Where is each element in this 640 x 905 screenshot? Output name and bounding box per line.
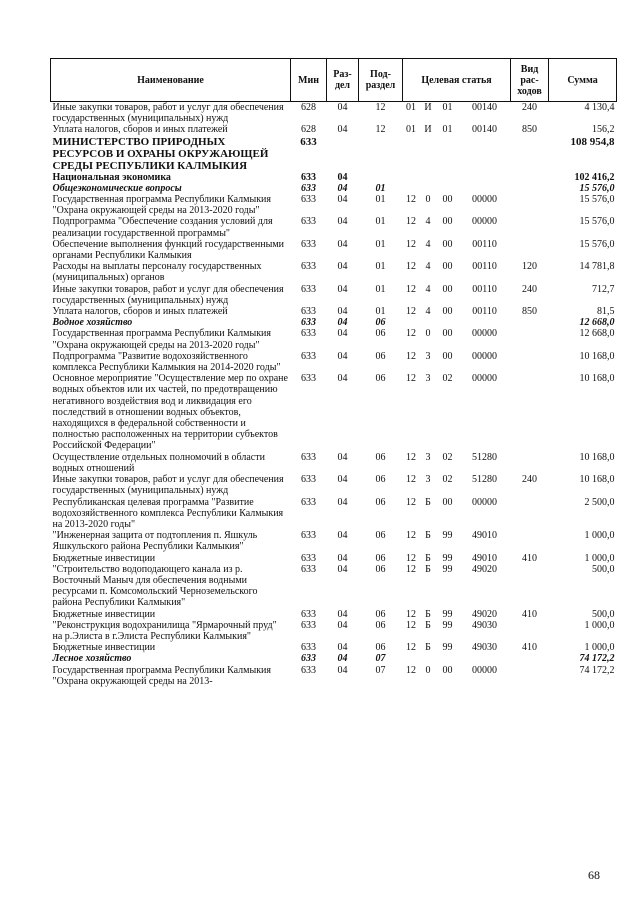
- row-expense-type: [511, 194, 549, 216]
- row-name: Иные закупки товаров, работ и услуг для обеспечения государственных (муниципальных) нужд: [52, 283, 284, 306]
- row-section: 04: [337, 664, 348, 676]
- row-target-subprogram: [420, 317, 437, 328]
- row-target-subprogram: Б: [425, 552, 431, 564]
- row-subsection: 01: [375, 306, 386, 318]
- row-amount: 2 500,0: [584, 496, 615, 508]
- row-section: 04: [337, 124, 348, 136]
- row-amount: 1 000,0: [584, 619, 615, 631]
- table-row: [51, 553, 617, 564]
- row-target-program: 12: [406, 306, 416, 318]
- row-section: 04: [337, 530, 348, 542]
- row-amount: 102 416,2: [574, 171, 615, 183]
- row-subsection: 12: [375, 124, 386, 136]
- row-name: Государственная программа Республики Калмыкия "Охрана окружающей среды на 2013-: [52, 664, 272, 687]
- row-target-code: 51280: [472, 451, 498, 463]
- row-target-subprogram: [420, 136, 437, 172]
- row-target-code: 00000: [472, 328, 498, 340]
- row-target-subprogram: 3: [425, 350, 431, 362]
- row-name: "Реконструкция водохранилища "Ярмарочный пруд" на р.Элиста в г.Элиста Республики Калмыкия": [52, 619, 277, 642]
- row-expense-type: [511, 452, 549, 474]
- row-target-code: 00000: [472, 194, 498, 206]
- row-subsection: 01: [375, 194, 386, 206]
- row-target-program: 12: [406, 451, 416, 463]
- row-target-subprogram: 3: [425, 474, 431, 486]
- row-section: 04: [337, 306, 348, 318]
- table-row: [51, 564, 617, 609]
- row-target-subprogram: 0: [425, 664, 431, 676]
- row-expense-type: 410: [522, 552, 538, 564]
- row-target-code: 49010: [472, 530, 498, 542]
- row-name: Осуществление отдельных полномочий в области водных отношений: [52, 451, 265, 474]
- table-row: [51, 284, 617, 306]
- row-target-subprogram: [420, 653, 437, 664]
- row-name: Уплата налогов, сборов и иных платежей: [52, 306, 228, 318]
- row-expense-type: [511, 183, 549, 194]
- row-target-event: [437, 183, 459, 194]
- row-expense-type: [511, 530, 549, 552]
- row-ministry: 628: [301, 102, 316, 113]
- row-target-program: 12: [406, 563, 416, 575]
- header-name: Наименование: [51, 59, 291, 102]
- row-section: 04: [337, 653, 348, 665]
- row-expense-type: [511, 239, 549, 261]
- row-target-event: 00: [442, 306, 453, 318]
- row-name: Лесное хозяйство: [52, 653, 132, 665]
- row-target-subprogram: [420, 183, 437, 194]
- row-ministry: 633: [300, 135, 317, 148]
- table-row: [51, 261, 617, 283]
- row-name: Подпрограмма "Развитие водохозяйственного комплекса Республики Калмыкия на 2014-2020 годы": [52, 350, 281, 374]
- row-name: Основное мероприятие "Осуществление мер по охране водных объектов или их частей, по предотвращению негативного воздействия вод и ликвидация его последствий в отношении водных объектов, находящихся в федеральной собственности и полностью расположенных на территории субъектов Российской Федерации": [52, 373, 288, 452]
- row-expense-type: [511, 665, 549, 687]
- row-expense-type: 240: [522, 283, 538, 295]
- row-target-event: 00: [442, 216, 453, 228]
- table-row: [51, 102, 617, 125]
- row-target-subprogram: 4: [425, 238, 431, 250]
- row-target-event: 00: [442, 664, 453, 676]
- row-ministry: 633: [301, 194, 316, 206]
- row-amount: 500,0: [592, 563, 615, 575]
- row-section: 04: [337, 102, 348, 113]
- row-section: 04: [337, 328, 348, 340]
- row-target-program: 01: [406, 102, 416, 113]
- table-row: [51, 216, 617, 238]
- row-target-code: [459, 136, 511, 172]
- row-target-event: 02: [442, 474, 453, 486]
- row-target-code: 00140: [472, 124, 498, 136]
- row-expense-type: [511, 620, 549, 642]
- row-target-program: 12: [406, 194, 416, 206]
- row-name: "Инженерная защита от подтопления п. Яшкуль Яшкульского района Республики Калмыкия": [52, 530, 258, 553]
- row-ministry: 633: [301, 350, 316, 362]
- row-target-event: 99: [442, 530, 453, 542]
- row-target-event: 01: [442, 102, 453, 113]
- row-section: 04: [337, 238, 348, 250]
- row-ministry: 633: [301, 619, 316, 631]
- row-target-subprogram: 4: [425, 261, 431, 273]
- row-subsection: 06: [375, 474, 386, 486]
- header-expense-type: Вид рас- ходов: [511, 59, 549, 102]
- row-section: 04: [337, 261, 348, 273]
- row-expense-type: [511, 216, 549, 238]
- row-expense-type: 410: [522, 608, 538, 620]
- row-ministry: 633: [301, 238, 316, 250]
- row-section: 04: [337, 496, 348, 508]
- row-target-event: [437, 653, 459, 664]
- table-row: [51, 653, 617, 664]
- row-target-subprogram: Б: [425, 619, 431, 631]
- row-target-program: [403, 317, 420, 328]
- row-ministry: 633: [301, 530, 316, 542]
- row-target-program: 12: [406, 328, 416, 340]
- row-name: Подпрограмма "Обеспечение создания условий для реализации государственной программы": [52, 216, 273, 239]
- row-expense-type: [511, 351, 549, 373]
- row-name: Национальная экономика: [52, 171, 171, 183]
- row-ministry: 633: [301, 216, 316, 228]
- row-target-code: 49030: [472, 619, 498, 631]
- row-target-program: [403, 172, 420, 183]
- row-ministry: 633: [301, 171, 316, 183]
- row-target-event: 99: [442, 619, 453, 631]
- row-name: Иные закупки товаров, работ и услуг для обеспечения государственных (муниципальных) нужд: [52, 102, 284, 125]
- table-row: [51, 530, 617, 552]
- table-row: [51, 474, 617, 496]
- row-target-program: 12: [406, 238, 416, 250]
- row-amount: 15 576,0: [579, 238, 615, 250]
- row-target-event: [437, 317, 459, 328]
- row-ministry: 633: [301, 496, 316, 508]
- row-target-event: 99: [442, 563, 453, 575]
- row-target-program: 12: [406, 261, 416, 273]
- row-name: Уплата налогов, сборов и иных платежей: [52, 124, 228, 136]
- row-target-program: 12: [406, 283, 416, 295]
- row-amount: 81,5: [597, 306, 615, 318]
- row-amount: 10 168,0: [579, 451, 615, 463]
- row-subsection: 06: [375, 642, 386, 654]
- row-ministry: 628: [301, 124, 316, 136]
- row-ministry: 633: [301, 328, 316, 340]
- row-subsection: 01: [375, 182, 386, 194]
- row-target-subprogram: Б: [425, 608, 431, 620]
- row-target-program: 12: [406, 619, 416, 631]
- row-section: [327, 136, 359, 172]
- row-ministry: 633: [301, 664, 316, 676]
- row-ministry: 633: [301, 283, 316, 295]
- row-expense-type: 240: [522, 474, 538, 486]
- row-amount: 14 781,8: [579, 261, 615, 273]
- row-subsection: 06: [375, 328, 386, 340]
- row-ministry: 633: [301, 451, 316, 463]
- row-expense-type: [511, 136, 549, 172]
- row-name: Обеспечение выполнения функций государственными органами Республики Калмыкия: [52, 238, 285, 262]
- row-amount: 74 172,2: [579, 664, 615, 676]
- row-target-code: 49010: [472, 552, 498, 564]
- row-target-code: 00140: [472, 102, 498, 113]
- row-ministry: 633: [301, 474, 316, 486]
- row-target-code: [459, 317, 511, 328]
- table-row: [51, 194, 617, 216]
- row-target-event: 00: [442, 261, 453, 273]
- row-name: Бюджетные инвестиции: [52, 642, 156, 654]
- row-subsection: 06: [375, 608, 386, 620]
- table-row: [51, 452, 617, 474]
- row-target-subprogram: Б: [425, 530, 431, 542]
- row-name: Государственная программа Республики Калмыкия "Охрана окружающей среды на 2013-2020 годы": [52, 328, 272, 351]
- row-expense-type: [511, 373, 549, 451]
- row-amount: 12 668,0: [579, 317, 615, 329]
- row-section: 04: [337, 350, 348, 362]
- row-target-program: 12: [406, 552, 416, 564]
- row-expense-type: [511, 564, 549, 609]
- row-amount: 1 000,0: [584, 642, 615, 654]
- row-name: Расходы на выплаты персоналу государственных (муниципальных) органов: [52, 261, 262, 284]
- row-ministry: 633: [301, 608, 316, 620]
- table-header-row: [51, 59, 617, 102]
- row-target-code: 00110: [472, 261, 497, 273]
- row-section: 04: [337, 182, 348, 194]
- row-target-subprogram: И: [424, 124, 432, 136]
- table-row: [51, 317, 617, 328]
- header-target-article: Целевая статья: [403, 59, 511, 102]
- row-target-event: 99: [442, 552, 453, 564]
- row-target-event: 00: [442, 328, 453, 340]
- table-row: [51, 136, 617, 172]
- row-target-code: [459, 183, 511, 194]
- row-section: 04: [337, 216, 348, 228]
- row-subsection: [359, 172, 403, 183]
- budget-table: [50, 58, 617, 687]
- row-target-code: 49020: [472, 563, 498, 575]
- row-subsection: 01: [375, 261, 386, 273]
- table-row: [51, 665, 617, 687]
- row-subsection: 01: [375, 283, 386, 295]
- row-target-code: 00000: [472, 373, 498, 385]
- row-target-event: [437, 136, 459, 172]
- row-amount: 712,7: [592, 283, 615, 295]
- row-amount: 74 172,2: [579, 653, 615, 665]
- row-name: Водное хозяйство: [52, 317, 133, 329]
- row-target-subprogram: 0: [425, 328, 431, 340]
- row-target-program: 12: [406, 608, 416, 620]
- row-amount: 108 954,8: [570, 135, 615, 148]
- table-row: [51, 351, 617, 373]
- table-row: [51, 124, 617, 135]
- row-target-event: 99: [442, 608, 453, 620]
- row-section: 04: [337, 194, 348, 206]
- row-target-program: [403, 136, 420, 172]
- row-amount: 10 168,0: [579, 373, 615, 385]
- row-target-event: 02: [442, 373, 453, 385]
- row-amount: 10 168,0: [579, 350, 615, 362]
- row-name: "Строительство водоподающего канала из р. Восточный Маныч для обеспечения водными ресурсами п. Комсомольский Черноземельского района Республики Калмыкия": [52, 563, 258, 609]
- row-target-subprogram: И: [424, 102, 432, 113]
- table-row: [51, 609, 617, 620]
- row-target-code: 49030: [472, 642, 498, 654]
- row-target-subprogram: Б: [425, 642, 431, 654]
- row-ministry: 633: [301, 552, 316, 564]
- row-target-event: 02: [442, 451, 453, 463]
- row-target-subprogram: 3: [425, 373, 431, 385]
- row-section: 04: [337, 642, 348, 654]
- row-subsection: 06: [375, 350, 386, 362]
- row-ministry: 633: [301, 306, 316, 318]
- table-row: [51, 239, 617, 261]
- row-section: 04: [337, 563, 348, 575]
- row-ministry: 633: [301, 317, 316, 329]
- row-name: Общеэкономические вопросы: [52, 182, 182, 194]
- row-target-code: 00000: [472, 350, 498, 362]
- row-amount: 12 668,0: [579, 328, 615, 340]
- row-target-program: 12: [406, 373, 416, 385]
- row-name: Республиканская целевая программа "Развитие водохозяйственного комплекса Республики Калмыкия на 2013-2020 годы": [52, 496, 284, 530]
- row-expense-type: 850: [522, 306, 538, 318]
- row-target-event: 00: [442, 238, 453, 250]
- row-target-event: 99: [442, 642, 453, 654]
- table-row: [51, 328, 617, 350]
- row-target-code: [459, 653, 511, 664]
- budget-table-page: [50, 58, 616, 687]
- row-section: 04: [337, 608, 348, 620]
- row-target-event: 01: [442, 124, 453, 136]
- table-row: [51, 172, 617, 183]
- row-amount: 15 576,0: [579, 216, 615, 228]
- table-row: [51, 306, 617, 317]
- row-ministry: 633: [301, 373, 316, 385]
- row-name: МИНИСТЕРСТВО ПРИРОДНЫХ РЕСУРСОВ И ОХРАНЫ ОКРУЖАЮЩЕЙ СРЕДЫ РЕСПУБЛИКИ КАЛМЫКИЯ: [52, 135, 269, 172]
- row-target-program: 12: [406, 664, 416, 676]
- row-subsection: 01: [375, 216, 386, 228]
- row-section: 04: [337, 474, 348, 486]
- row-name: Государственная программа Республики Калмыкия "Охрана окружающей среды на 2013-2020 годы": [52, 194, 272, 217]
- row-subsection: 06: [375, 317, 386, 329]
- row-section: 04: [337, 451, 348, 463]
- row-target-program: 12: [406, 530, 416, 542]
- row-expense-type: 410: [522, 642, 538, 654]
- row-expense-type: [511, 317, 549, 328]
- row-target-program: 12: [406, 496, 416, 508]
- row-amount: 10 168,0: [579, 474, 615, 486]
- row-amount: 4 130,4: [584, 102, 615, 113]
- row-target-code: 49020: [472, 608, 498, 620]
- table-row: [51, 497, 617, 531]
- row-expense-type: 120: [522, 261, 538, 273]
- row-target-subprogram: 4: [425, 216, 431, 228]
- row-amount: 156,2: [592, 124, 615, 136]
- row-subsection: 06: [375, 552, 386, 564]
- row-subsection: 06: [375, 619, 386, 631]
- row-target-code: 00110: [472, 283, 497, 295]
- table-row: [51, 620, 617, 642]
- row-section: 04: [337, 283, 348, 295]
- row-amount: 1 000,0: [584, 530, 615, 542]
- row-section: 04: [337, 317, 348, 329]
- row-target-program: 12: [406, 642, 416, 654]
- table-row: [51, 373, 617, 451]
- row-target-program: 12: [406, 350, 416, 362]
- row-expense-type: [511, 172, 549, 183]
- row-section: 04: [337, 373, 348, 385]
- row-subsection: 06: [375, 373, 386, 385]
- header-subsection: Под- раздел: [359, 59, 403, 102]
- row-ministry: 633: [301, 261, 316, 273]
- row-target-subprogram: 4: [425, 283, 431, 295]
- row-target-code: [459, 172, 511, 183]
- row-expense-type: 850: [522, 124, 538, 136]
- row-target-code: 51280: [472, 474, 498, 486]
- row-target-subprogram: 3: [425, 451, 431, 463]
- row-section: 04: [337, 552, 348, 564]
- row-target-event: 00: [442, 496, 453, 508]
- row-target-subprogram: 0: [425, 194, 431, 206]
- row-amount: 15 576,0: [579, 194, 615, 206]
- row-target-event: [437, 172, 459, 183]
- page-number: 68: [588, 868, 600, 882]
- row-subsection: 01: [375, 238, 386, 250]
- row-target-event: 00: [442, 194, 453, 206]
- row-expense-type: 240: [522, 102, 538, 113]
- row-target-code: 00110: [472, 238, 497, 250]
- row-ministry: 633: [301, 642, 316, 654]
- row-target-program: 12: [406, 474, 416, 486]
- header-amount: Сумма: [549, 59, 617, 102]
- row-section: 04: [337, 171, 348, 183]
- row-expense-type: [511, 497, 549, 531]
- header-section: Раз- дел: [327, 59, 359, 102]
- row-ministry: 633: [301, 182, 316, 194]
- row-target-subprogram: Б: [425, 563, 431, 575]
- row-target-program: 01: [406, 124, 416, 136]
- row-subsection: 06: [375, 563, 386, 575]
- row-name: Иные закупки товаров, работ и услуг для обеспечения государственных (муниципальных) нужд: [52, 474, 284, 497]
- table-body: [51, 102, 617, 687]
- row-amount: 15 576,0: [579, 182, 615, 194]
- row-name: Бюджетные инвестиции: [52, 608, 156, 620]
- row-target-event: 00: [442, 350, 453, 362]
- row-subsection: 07: [375, 653, 386, 665]
- row-target-code: 00110: [472, 306, 497, 318]
- row-subsection: 06: [375, 496, 386, 508]
- table-row: [51, 183, 617, 194]
- row-subsection: 07: [375, 664, 386, 676]
- row-target-code: 00000: [472, 496, 498, 508]
- row-subsection: 06: [375, 530, 386, 542]
- row-expense-type: [511, 328, 549, 350]
- row-subsection: 12: [375, 102, 386, 113]
- row-target-program: 12: [406, 216, 416, 228]
- row-target-subprogram: 4: [425, 306, 431, 318]
- row-expense-type: [511, 653, 549, 664]
- row-target-subprogram: [420, 172, 437, 183]
- row-name: Бюджетные инвестиции: [52, 552, 156, 564]
- row-subsection: [359, 136, 403, 172]
- row-target-program: [403, 183, 420, 194]
- row-ministry: 633: [301, 653, 316, 665]
- row-section: 04: [337, 619, 348, 631]
- row-target-subprogram: Б: [425, 496, 431, 508]
- row-amount: 1 000,0: [584, 552, 615, 564]
- row-target-program: [403, 653, 420, 664]
- row-subsection: 06: [375, 451, 386, 463]
- table-row: [51, 642, 617, 653]
- row-amount: 500,0: [592, 608, 615, 620]
- row-target-code: 00000: [472, 216, 498, 228]
- row-ministry: 633: [301, 563, 316, 575]
- header-ministry: Мин: [291, 59, 327, 102]
- row-target-code: 00000: [472, 664, 498, 676]
- row-target-event: 00: [442, 283, 453, 295]
